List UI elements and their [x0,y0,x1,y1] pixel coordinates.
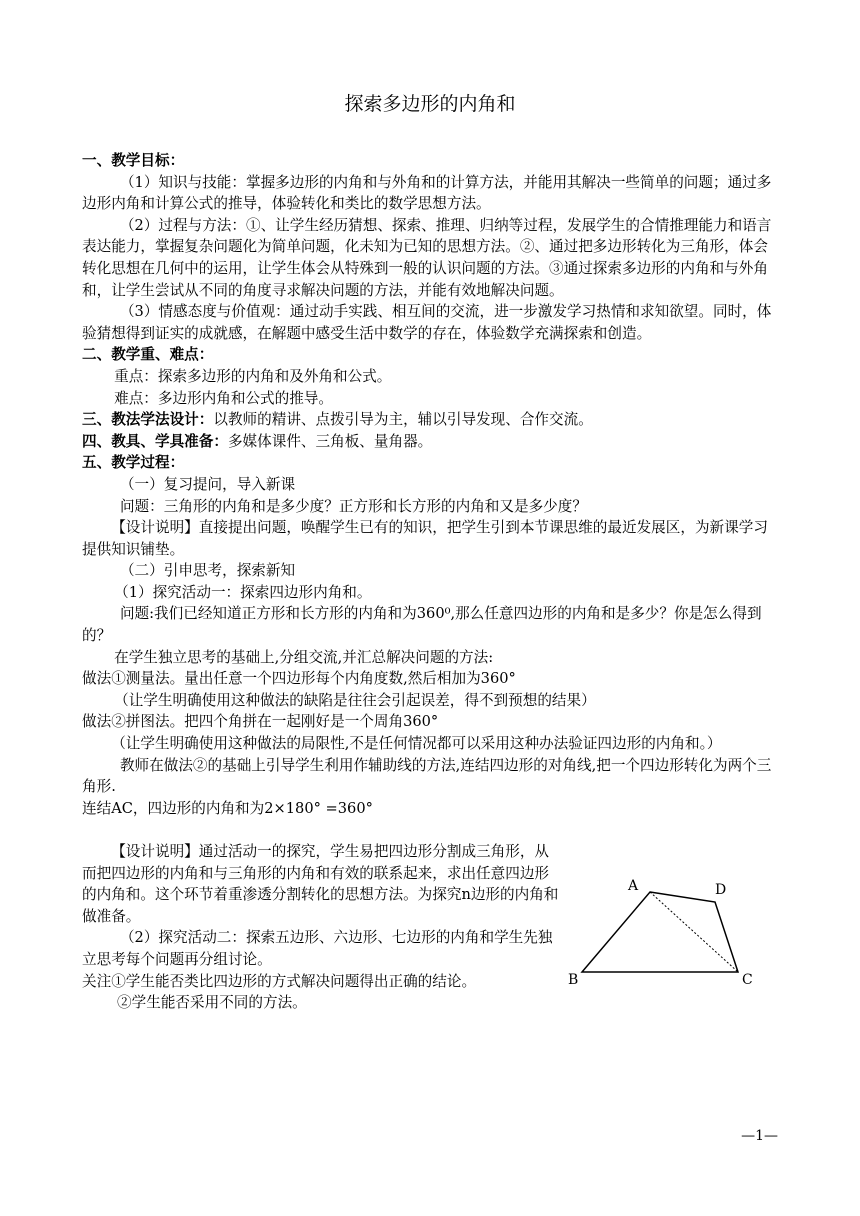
section-heading: 四、教具、学具准备： [82,432,228,450]
blank-line [82,819,782,841]
section-heading: 五、教学过程： [82,454,185,472]
quadrilateral-diagram [560,872,780,992]
paragraph: （1）知识与技能：掌握多边形的内角和与外角和的计算方法，并能用其解决一些简单的问题；通过多边形内角和计算公式的推导，体验转化和类比的数学思想方法。 [82,173,772,213]
paragraph: （二）引申思考，探索新知 [119,562,296,580]
section-text: 以教师的精讲、点拨引导为主，辅以引导发现、合作交流。 [213,411,593,429]
section-heading: 二、教学重、难点： [82,346,214,364]
paragraph: 关注①学生能否类比四边形的方式解决问题得出正确的结论。 [82,972,477,990]
paragraph: 在学生独立思考的基础上,分组交流,并汇总解决问题的方法: [114,648,494,666]
paragraph: （一）复习提问，导入新课 [119,475,296,493]
paragraph: 重点：探索多边形的内角和及外角和公式。 [114,367,392,385]
paragraph: 难点：多边形内角和公式的推导。 [114,389,334,407]
paragraph: 连结AC，四边形的内角和为2×180° =360° [82,799,373,817]
paragraph: 【设计说明】直接提出问题，唤醒学生已有的知识，把学生引到本节课思维的最近发展区，为新课学习提供知识铺垫。 [82,519,768,558]
page-number: —1— [741,1128,778,1144]
vertex-label-b: B [568,972,579,988]
section-line [82,431,782,453]
section-text: 多媒体课件、三角板、量角器。 [227,432,433,450]
paragraph: （3）情感态度与价值观：通过动手实践、相互间的交流，进一步激发学习热情和求知欲望。同时，体验猜想得到证实的成就感，在解题中感受生活中数学的存在，体验数学充满探索和创造。 [82,303,772,342]
paragraph: （1）探究活动一：探索四边形内角和。 [114,583,372,601]
document-title: 探索多边形的内角和 [344,93,516,115]
paragraph: （让学生明确使用这种做法的局限性,不是任何情况都可以采用这种办法验证四边形的内角和。） [111,735,722,753]
paragraph: （2）探究活动二：探索五边形、六边形、七边形的内角和学生先独立思考每个问题再分组讨论。 [82,929,553,968]
paragraph: （让学生明确使用这种做法的缺陷是往往会引起误差，得不到预想的结果） [114,691,596,709]
vertex-label-d: D [715,882,727,898]
paragraph: 问题:我们已经知道正方形和长方形的内角和为360⁰,那么任意四边形的内角和是多少？你是怎么得到的？ [82,605,762,645]
paragraph: 做法①测量法。量出任意一个四边形每个内角度数,然后相加为360° [82,670,516,688]
vertex-label-a: A [628,878,639,894]
quadrilateral-shape [582,892,738,972]
paragraph: 问题：三角形的内角和是多少度？正方形和长方形的内角和又是多少度？ [119,497,587,515]
section-heading: 一、教学目标： [82,152,185,169]
paragraph: 做法②拼图法。把四个角拼在一起刚好是一个周角360° [82,713,439,731]
section-line [82,409,782,431]
vertex-label-c: C [742,972,753,988]
paragraph: ②学生能否采用不同的方法。 [117,994,307,1012]
paragraph: 【设计说明】通过活动一的探究，学生易把四边形分割成三角形，从而把四边形的内角和与三角形的内角和有效的联系起来，求出任意四边形的内角和。这个环节着重渗透分割转化的思想方法。为探究n边形的内角和做准备。 [82,843,559,925]
section-heading: 三、教法学法设计： [82,411,214,429]
paragraph: 教师在做法②的基础上引导学生利用作辅助线的方法,连结四边形的对角线,把一个四边形转化为两个三角形. [82,756,772,796]
paragraph: （2）过程与方法：①、让学生经历猜想、探索、推理、归纳等过程，发展学生的合情推理能力和语言表达能力，掌握复杂问题化为简单问题，化未知为已知的思想方法。②、通过把多边形转化为三角形，体会转化思想在几何中的运用，让学生体会从特殊到一般的认识问题的方法。③通过探索多边形的内角和与外角和，让学生尝试从不同的角度寻求解决问题的方法，并能有效地解决问题。 [82,216,772,299]
